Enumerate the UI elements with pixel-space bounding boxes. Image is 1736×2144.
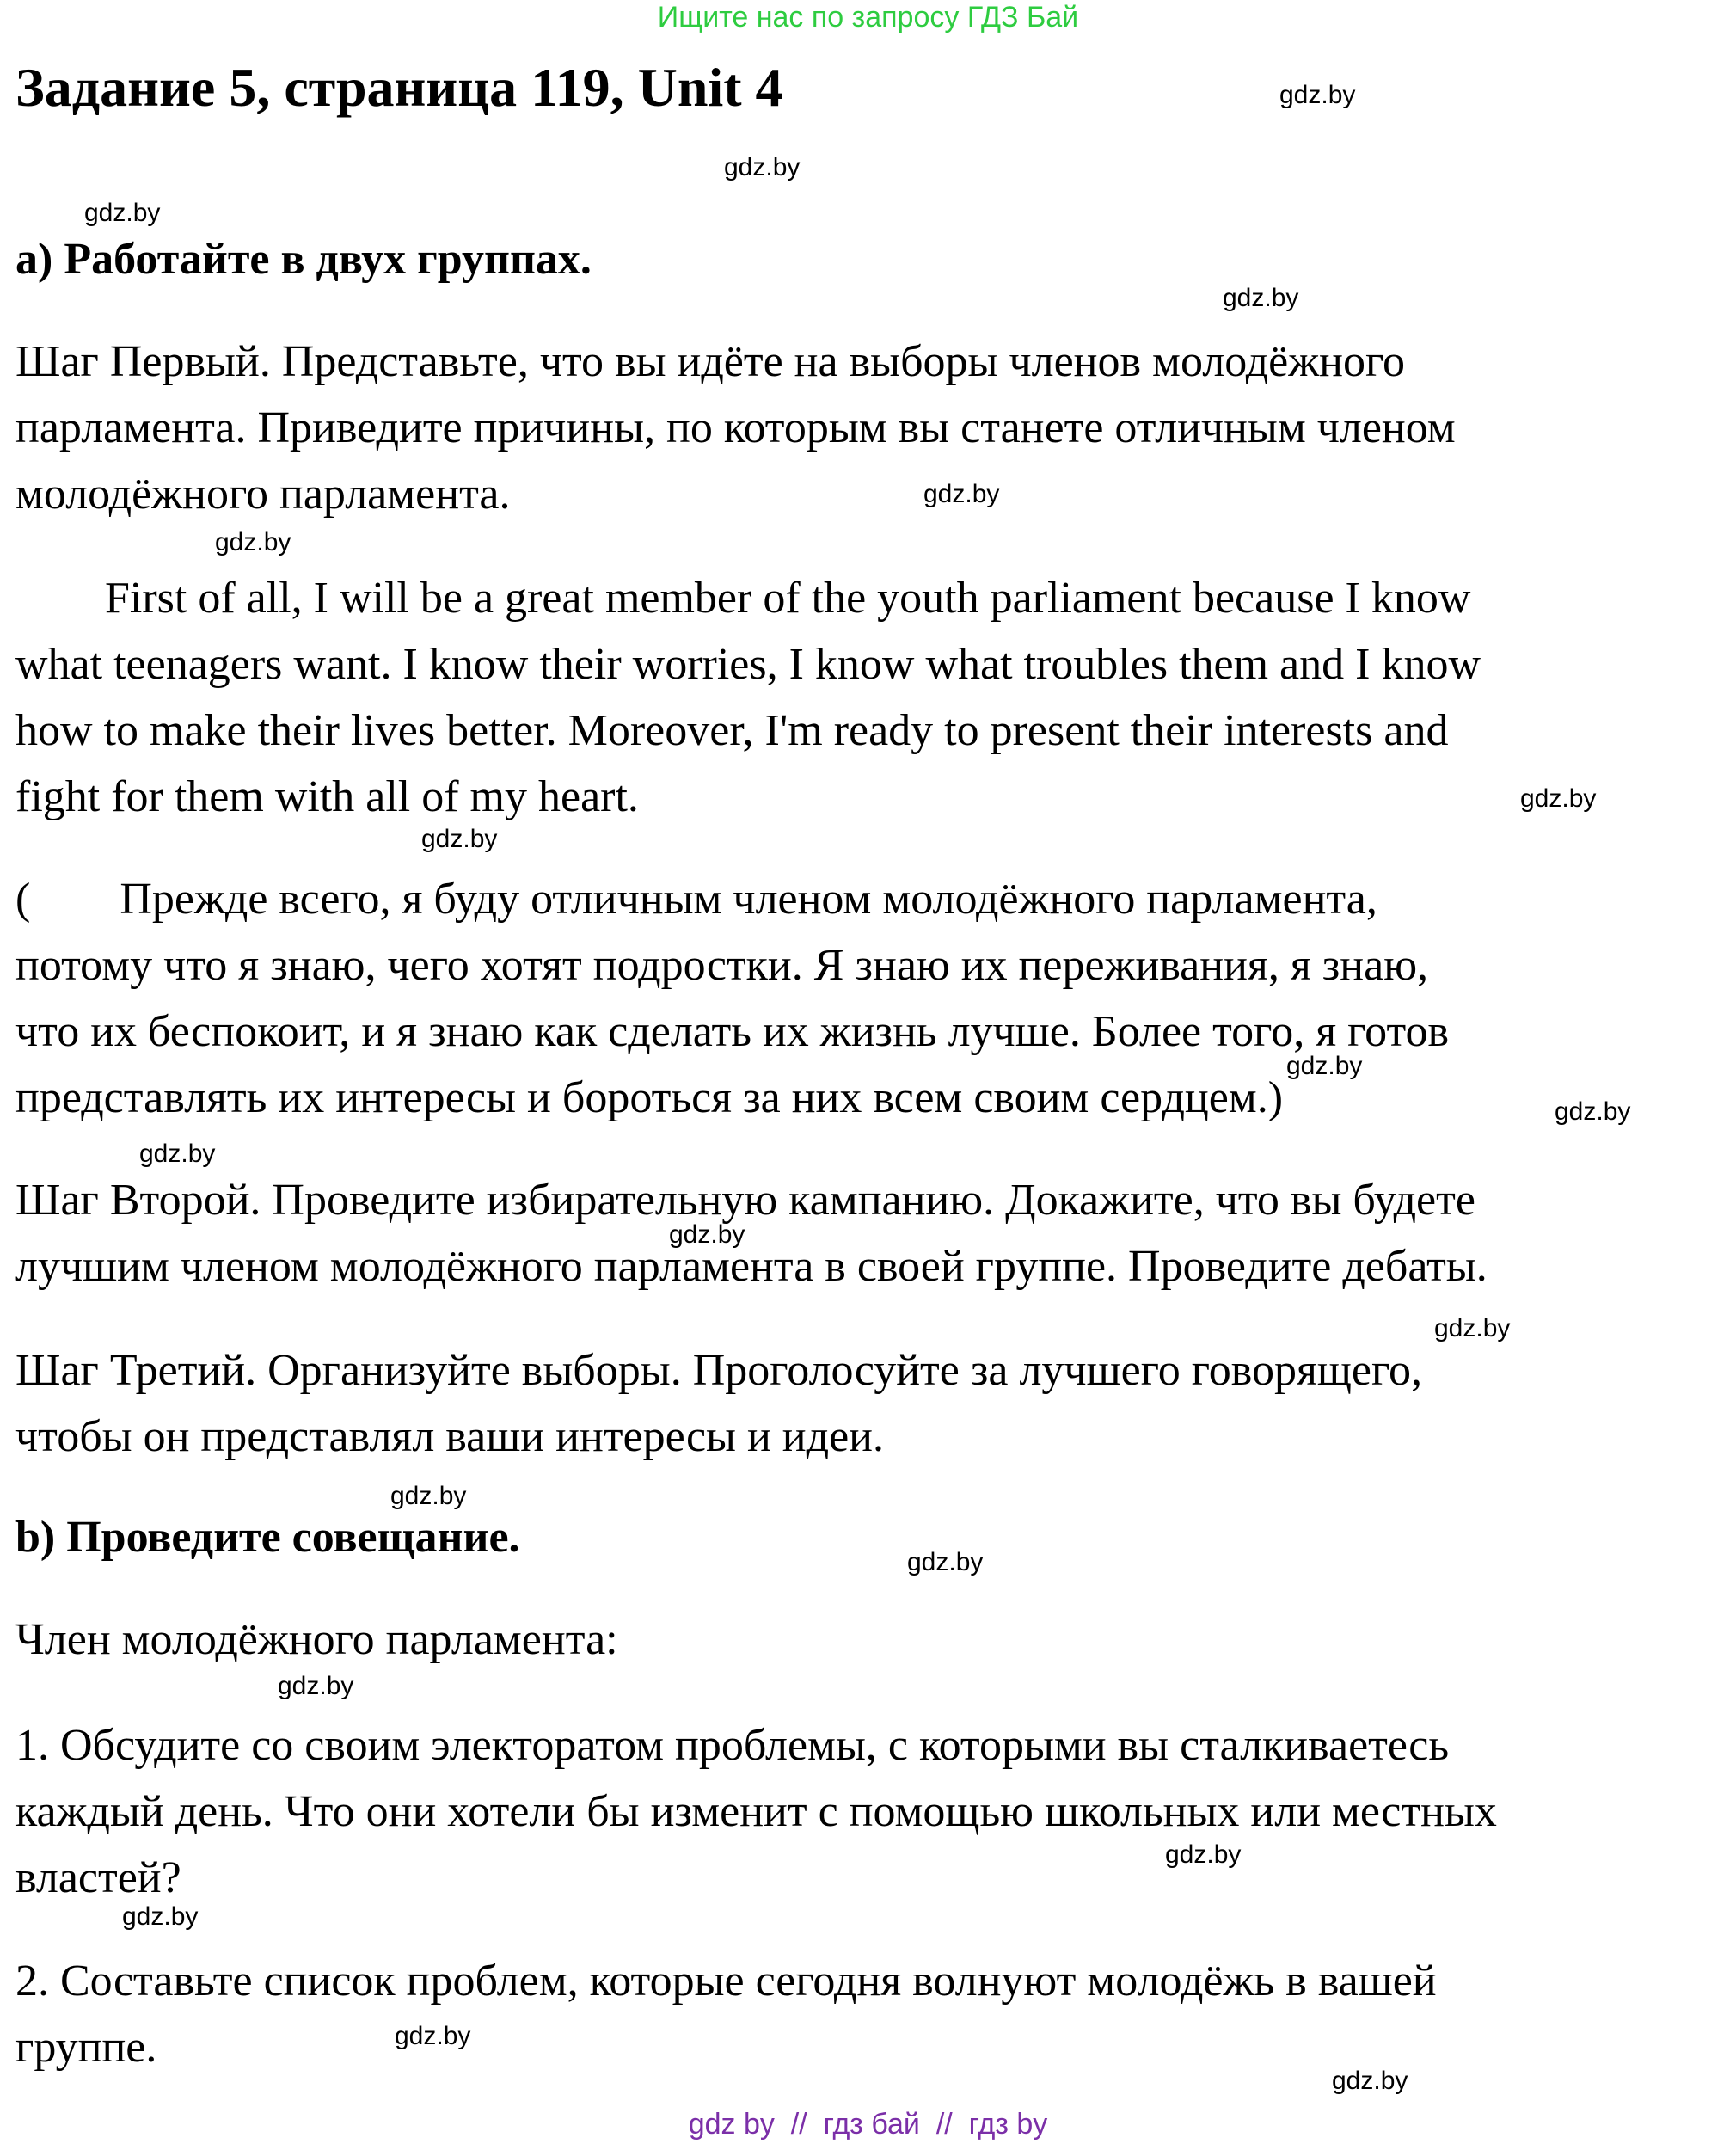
text-line: 1. Обсудите со своим электоратом проблемы, с которыми вы сталкиваетесь [15, 1721, 1450, 1770]
watermark: gdz.by [421, 825, 498, 853]
text-line: how to make their lives better. Moreover, I'm ready to present their interests and [15, 706, 1449, 755]
answer-russian-paragraph [15, 866, 1727, 1131]
footer-links[interactable]: gdz by // гдз бай // гдз by [688, 2108, 1048, 2141]
section-b-heading: b) Проведите совещание. [15, 1513, 520, 1562]
watermark: gdz.by [669, 1220, 745, 1249]
text-line: 2. Составьте список проблем, которые сегодня волнуют молодёжь в вашей [15, 1957, 1437, 2006]
text-line: Шаг Второй. Проведите избирательную кампанию. Докажите, что вы будете [15, 1176, 1475, 1225]
watermark: gdz.by [1555, 1097, 1631, 1126]
watermark: gdz.by [122, 1902, 199, 1931]
member-line [15, 1606, 1727, 1673]
text-line: парламента. Приведите причины, по которым вы станете отличным членом [15, 403, 1456, 452]
watermark: gdz.by [923, 480, 1000, 508]
watermark: gdz.by [1223, 284, 1299, 312]
text-line: Шаг Первый. Представьте, что вы идёте на выборы членов молодёжного [15, 337, 1406, 386]
watermark: gdz.by [1434, 1314, 1511, 1342]
text-line: ( Прежде всего, я буду отличным членом молодёжного парламента, [15, 875, 1377, 924]
item2-paragraph [15, 1948, 1727, 2080]
text-line: группе. [15, 2023, 157, 2072]
text-line: лучшим членом молодёжного парламента в своей группе. Проведите дебаты. [15, 1242, 1488, 1291]
watermark: gdz.by [1165, 1840, 1242, 1869]
watermark: gdz.by [395, 2022, 471, 2050]
answer-english-paragraph [15, 565, 1727, 830]
text-line: властей? [15, 1853, 181, 1902]
watermark: gdz.by [1332, 2067, 1408, 2095]
watermark: gdz.by [390, 1482, 467, 1510]
text-line: чтобы он представлял ваши интересы и идеи. [15, 1412, 884, 1461]
step2-paragraph [15, 1167, 1727, 1299]
text-line: fight for them with all of my heart. [15, 772, 639, 821]
text-line: Член молодёжного парламента: [15, 1615, 618, 1664]
text-line: потому что я знаю, чего хотят подростки. Я знаю их переживания, я знаю, [15, 941, 1429, 990]
item1-paragraph [15, 1712, 1727, 1911]
search-banner[interactable]: Ищите нас по запросу ГДЗ Бай [657, 1, 1079, 34]
watermark: gdz.by [907, 1548, 984, 1576]
text-line: представлять их интересы и бороться за них всем своим сердцем.) [15, 1073, 1284, 1122]
section-a-heading: а) Работайте в двух группах. [15, 235, 592, 284]
text-line: каждый день. Что они хотели бы изменит с помощью школьных или местных [15, 1787, 1497, 1836]
step3-paragraph [15, 1337, 1727, 1470]
watermark: gdz.by [84, 199, 161, 227]
step1-paragraph [15, 329, 1727, 527]
watermark: gdz.by [1279, 81, 1356, 109]
watermark: gdz.by [724, 153, 801, 181]
watermark: gdz.by [1520, 784, 1597, 813]
text-line: what teenagers want. I know their worries, I know what troubles them and I know [15, 640, 1481, 689]
watermark: gdz.by [139, 1140, 216, 1168]
text-line: Шаг Третий. Организуйте выборы. Проголосуйте за лучшего говорящего, [15, 1346, 1423, 1395]
text-line: что их беспокоит, и я знаю как сделать их жизнь лучше. Более того, я готов [15, 1007, 1450, 1056]
page-title: Задание 5, страница 119, Unit 4 [15, 57, 783, 118]
watermark: gdz.by [278, 1672, 354, 1700]
watermark: gdz.by [1286, 1052, 1363, 1080]
watermark: gdz.by [215, 528, 291, 556]
text-line: молодёжного парламента. [15, 470, 511, 519]
text-line: First of all, I will be a great member of the youth parliament because I know [15, 574, 1471, 623]
